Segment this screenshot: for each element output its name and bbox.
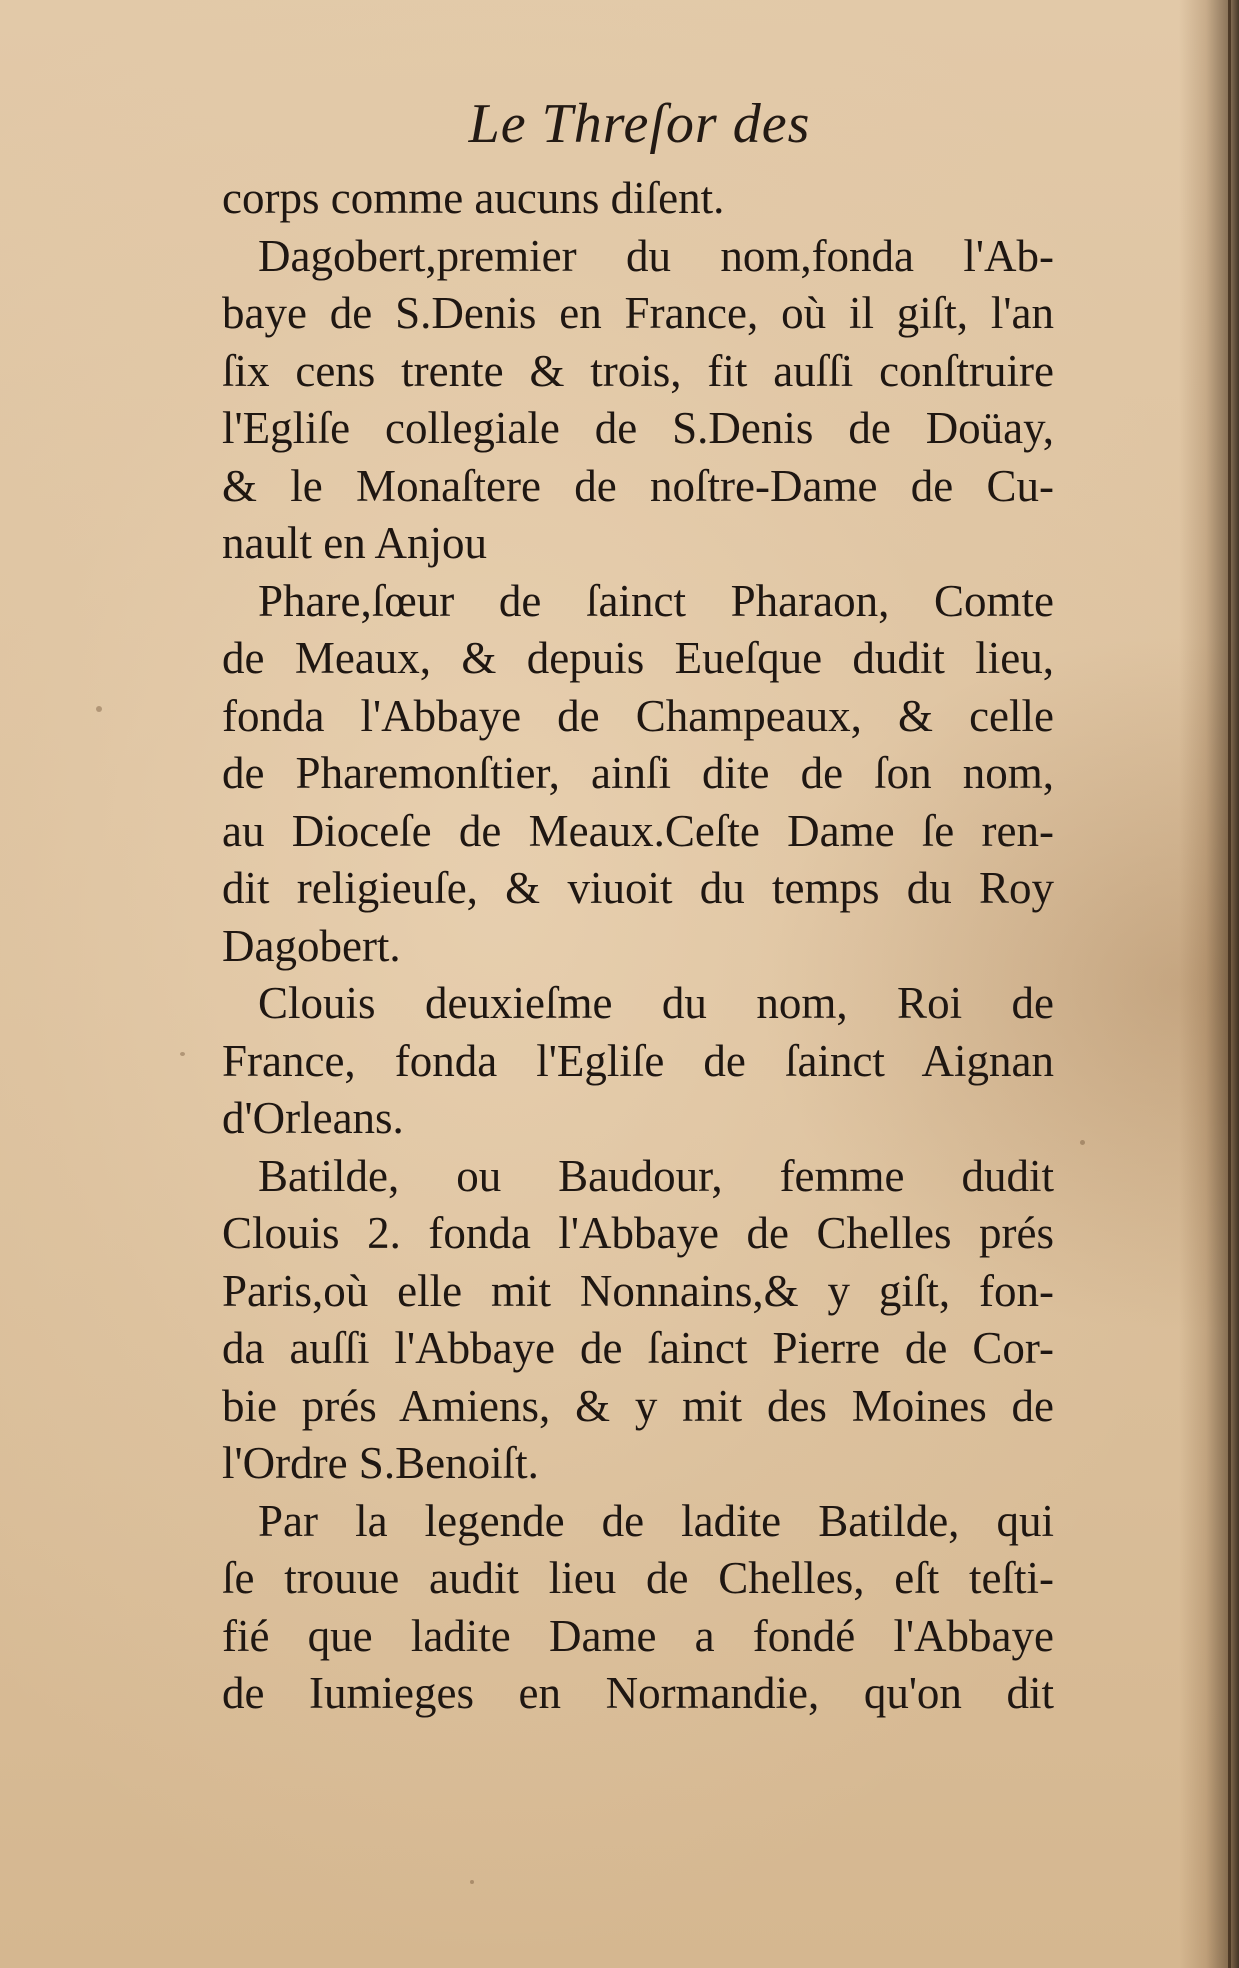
text-line: France, fonda l'Egliſe de ſainct Aignan [222, 1035, 1054, 1086]
text-line: de Pharemonſtier, ainſi dite de ſon nom, [222, 748, 1054, 798]
page-fold-line [1228, 0, 1231, 1968]
text-line: de Iumieges en Normandie, qu'on dit [222, 1668, 1054, 1718]
text-line: nault en Anjou [222, 518, 487, 568]
text-line: l'Egliſe collegiale de S.Denis de Doüay, [222, 403, 1054, 453]
text-line: Clouis 2. fonda l'Abbaye de Chelles prés [222, 1208, 1054, 1258]
text-line: ſix cens trente & trois, fit auſſi conſtruire [222, 345, 1054, 396]
body-text [222, 170, 1054, 1723]
text-line: Par la legende de ladite Batilde, qui [258, 1495, 1054, 1546]
text-line: au Dioceſe de Meaux.Ceſte Dame ſe ren- [222, 805, 1054, 856]
text-line: & le Monaſtere de noſtre-Dame de Cu- [222, 460, 1054, 511]
text-line: Dagobert. [222, 920, 401, 971]
text-line: dit religieuſe, & viuoit du temps du Roy [222, 863, 1054, 913]
text-line: Batilde, ou Baudour, femme dudit [258, 1150, 1054, 1201]
text-line: bie prés Amiens, & y mit des Moines de [222, 1380, 1054, 1431]
paper-spot [180, 1052, 185, 1056]
text-line: Paris,où elle mit Nonnains,& y giſt, fon- [222, 1265, 1054, 1316]
text-line: de Meaux, & depuis Eueſque dudit lieu, [222, 633, 1054, 683]
paper-spot [470, 1880, 474, 1884]
text-line: l'Ordre S.Benoiſt. [222, 1438, 539, 1488]
paper-spot [96, 706, 102, 712]
text-line: ſe trouue audit lieu de Chelles, eſt teſti- [222, 1553, 1054, 1603]
text-line: fié que ladite Dame a fondé l'Abbaye [222, 1610, 1054, 1661]
text-line: d'Orleans. [222, 1093, 404, 1143]
text-line: da auſſi l'Abbaye de ſainct Pierre de Cor- [222, 1323, 1054, 1373]
text-line: corps comme aucuns diſent. [222, 173, 725, 223]
text-line: baye de S.Denis en France, où il giſt, l'an [222, 288, 1054, 338]
text-line: fonda l'Abbaye de Champeaux, & celle [222, 690, 1054, 741]
running-head: Le Threſor des [468, 93, 811, 155]
text-line: Dagobert,premier du nom,fonda l'Ab- [258, 230, 1054, 281]
text-line: Phare,ſœur de ſainct Pharaon, Comte [258, 575, 1054, 626]
text-line: Clouis deuxieſme du nom, Roi de [258, 978, 1054, 1028]
paper-spot [1080, 1140, 1085, 1145]
